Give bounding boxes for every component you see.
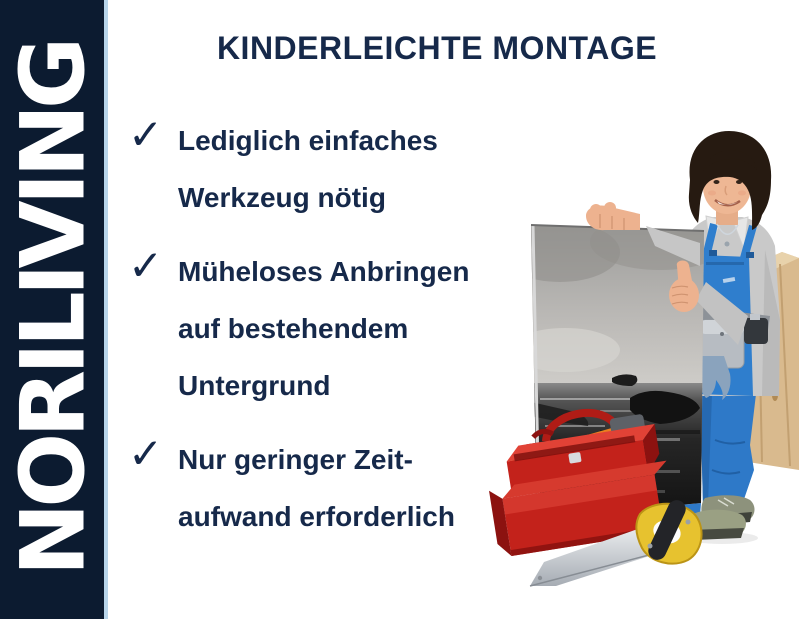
checkmark-icon: ✓: [128, 429, 164, 478]
checklist-line: Lediglich einfaches: [178, 125, 438, 156]
pendant: [725, 242, 730, 247]
checklist-line: aufwand erforderlich: [178, 501, 455, 532]
checkmark-icon: ✓: [128, 241, 164, 290]
checkmark-icon: ✓: [128, 110, 164, 159]
brand-name: NORILIVING: [1, 41, 104, 577]
checklist-line: Werkzeug nötig: [178, 182, 386, 213]
checklist-line: Untergrund: [178, 370, 331, 401]
checklist-line: auf bestehendem: [178, 313, 409, 344]
eye: [714, 180, 720, 184]
page-title: KINDERLEICHTE MONTAGE: [216, 30, 658, 66]
hand-on-panel: [586, 202, 640, 230]
checklist-line: Müheloses Anbringen: [178, 256, 470, 287]
checklist-line: Nur geringer Zeit-: [178, 444, 413, 475]
tape-measure: [744, 318, 768, 344]
